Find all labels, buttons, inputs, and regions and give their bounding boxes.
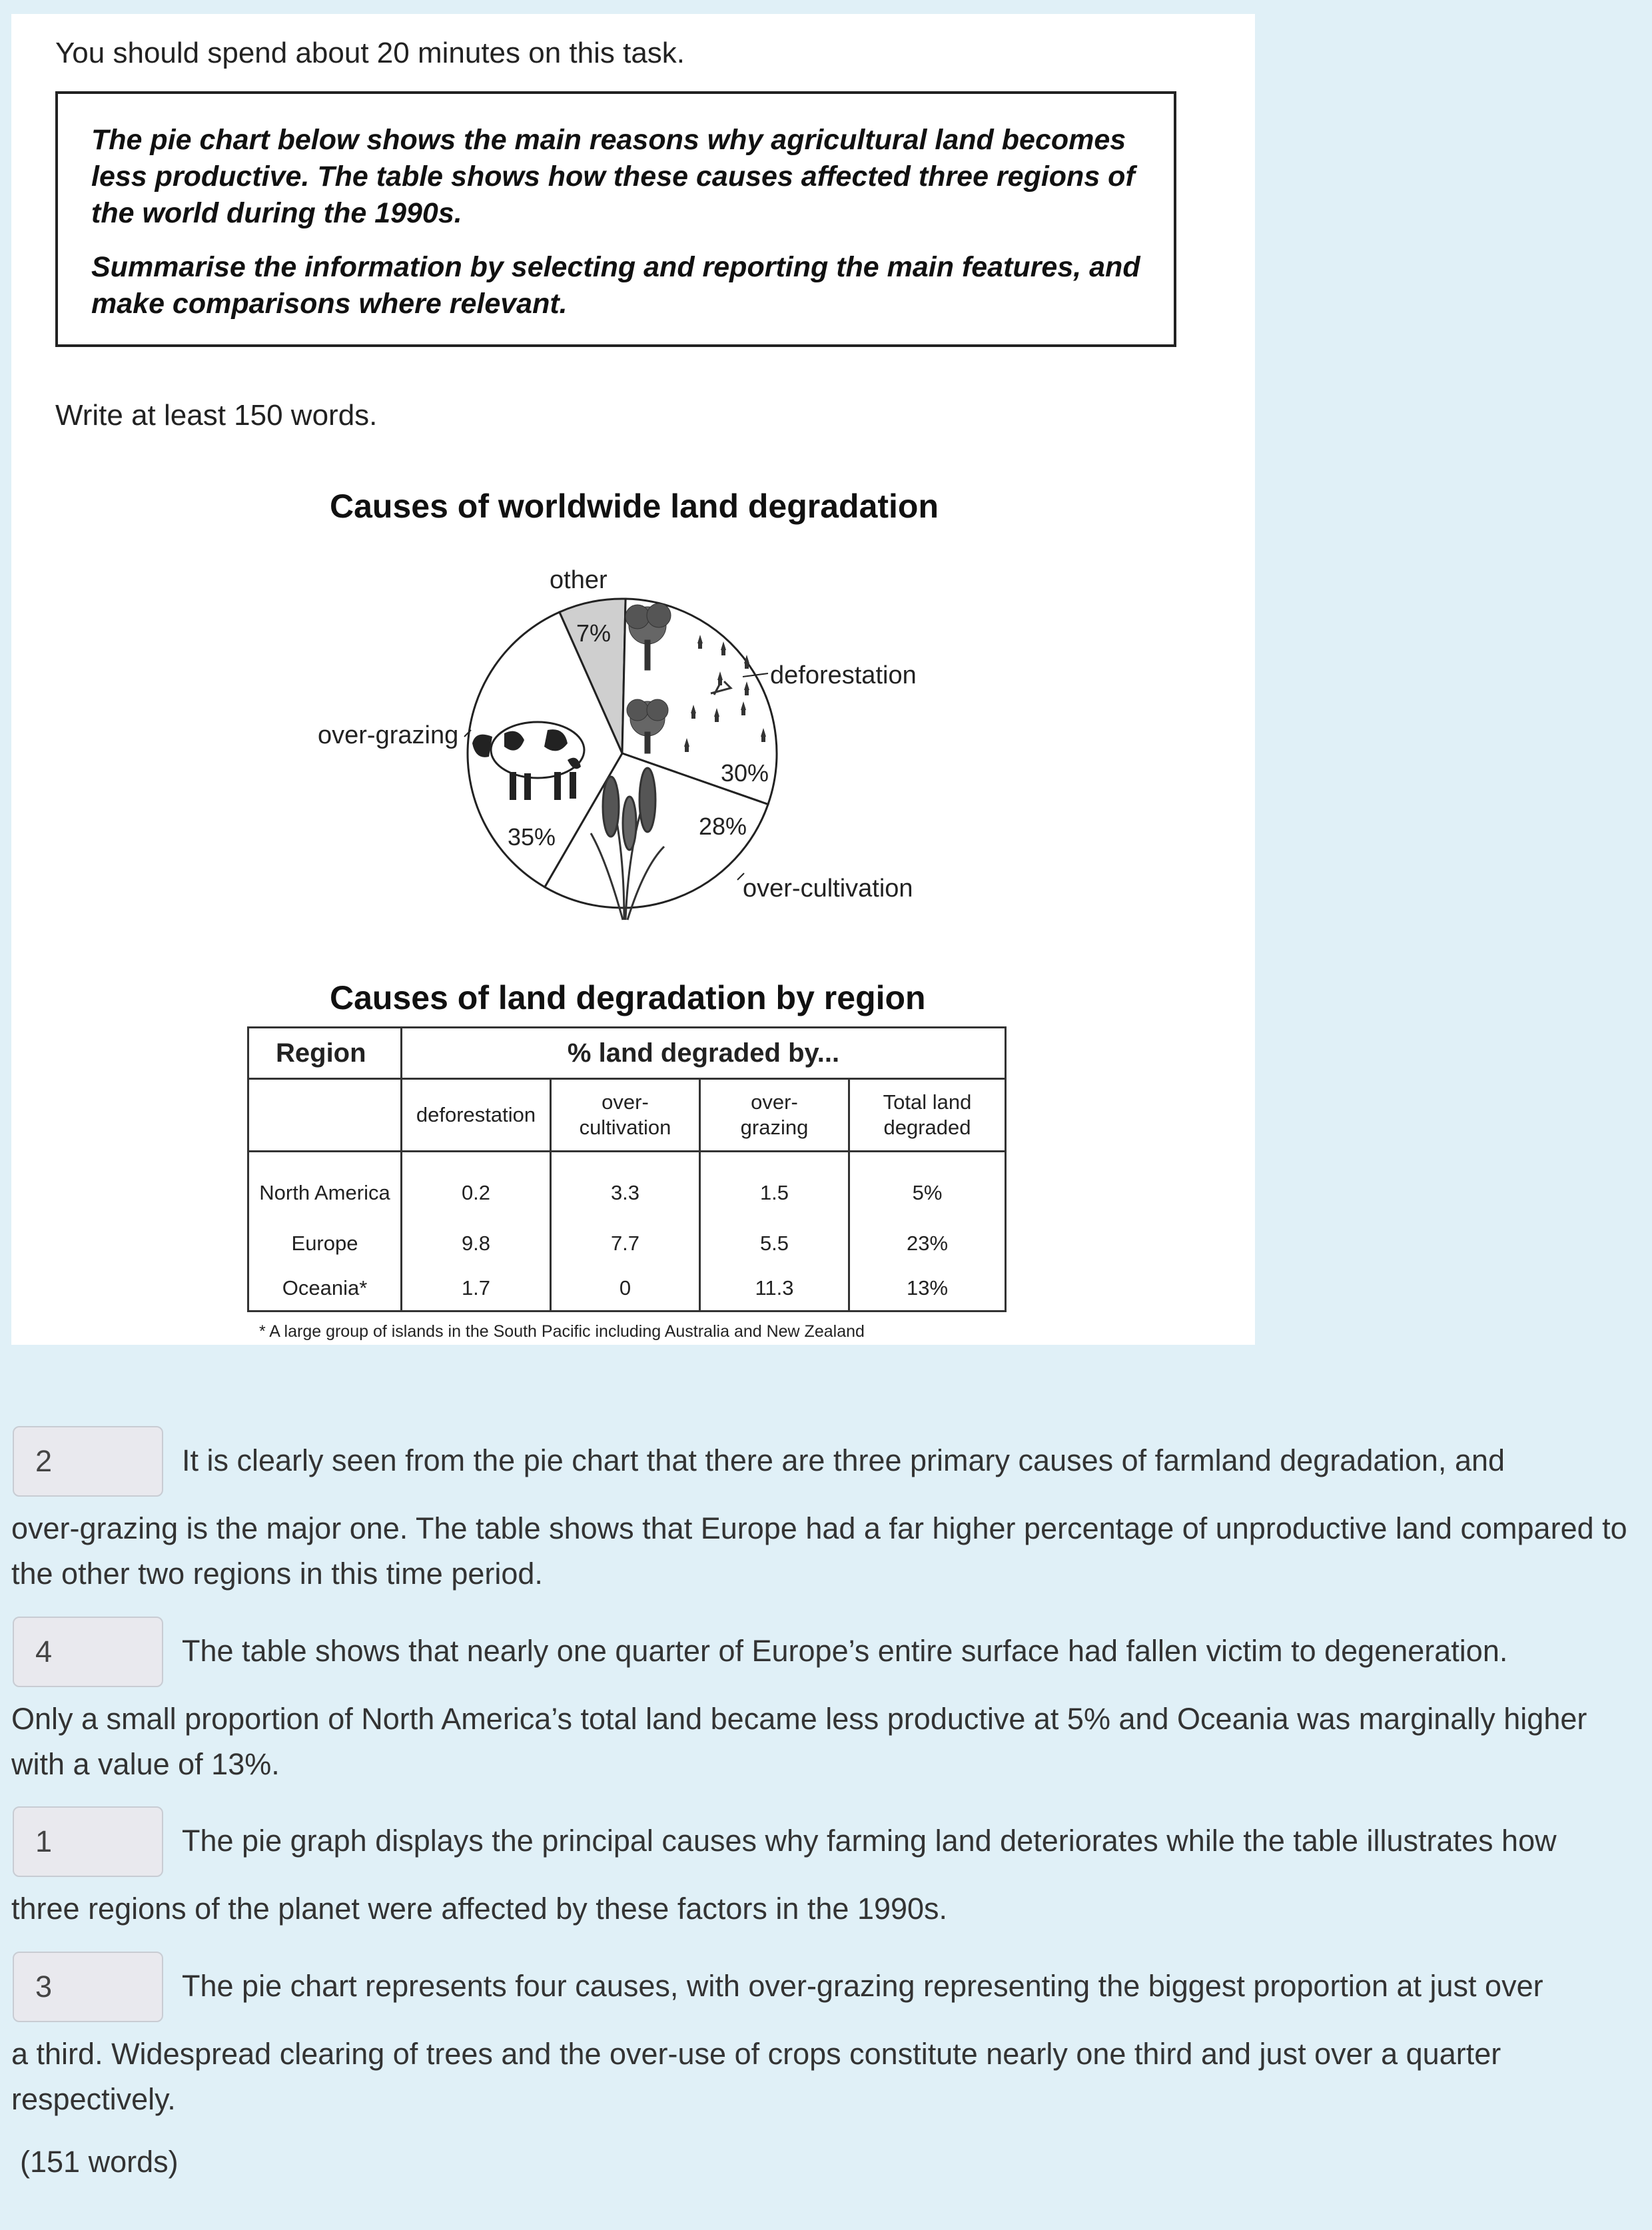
prompt-paragraph-1: The pie chart below shows the main reasons why agricultural land becomes less productive. The table shows how these causes affected three regions of the world during the 1990s. [91, 124, 1135, 229]
word-instruction: Write at least 150 words. [55, 399, 378, 432]
table-cell: 1.7 [402, 1266, 551, 1311]
table-cell: 5% [849, 1152, 1006, 1222]
item-text-rest: a third. Widespread clearing of trees and the over-use of crops constitute nearly one third and just over a quarter respectively. [11, 2037, 1501, 2116]
item-text-first-line: It is clearly seen from the pie chart that there are three primary causes of farmland degradation, and [182, 1443, 1505, 1477]
table-subheader-row [248, 1079, 1006, 1152]
pie-pct-deforestation: 30% [721, 759, 769, 787]
pie-label-over-cultivation: over-cultivation [743, 875, 913, 903]
item-text-first-line: The pie graph displays the principal causes why farming land deteriorates while the table illustrates how [182, 1824, 1557, 1858]
item-text-rest: Only a small proportion of North America’s total land became less productive at 5% and Oceania was marginally higher with a value of 13%. [11, 1702, 1587, 1781]
table-title: Causes of land degradation by region [330, 979, 926, 1016]
prompt-paragraph-2: Summarise the information by selecting and reporting the main features, and make comparisons where relevant. [91, 251, 1140, 320]
table-cell: 7.7 [551, 1221, 700, 1266]
order-number-input[interactable]: 1 [13, 1806, 163, 1877]
table-cell: 3.3 [551, 1152, 700, 1222]
table-cell: 0 [551, 1266, 700, 1311]
word-count: (151 words) [20, 2145, 179, 2179]
table-col-header: over- grazing [700, 1079, 849, 1152]
table-header-row [248, 1028, 1006, 1079]
order-number-input[interactable]: 2 [13, 1426, 163, 1497]
table-cell-region: North America [248, 1152, 402, 1222]
table-row [248, 1266, 1006, 1311]
table-col-header: Total land degraded [849, 1079, 1006, 1152]
pie-pct-other: 7% [576, 619, 612, 647]
task-instruction: You should spend about 20 minutes on this task. [55, 37, 685, 69]
table-header-group: % land degraded by... [402, 1028, 1006, 1079]
table-cell: 5.5 [700, 1221, 849, 1266]
pie-label-over-grazing: over-grazing [318, 721, 459, 749]
order-number-input[interactable]: 4 [13, 1617, 163, 1687]
table-cell: 13% [849, 1266, 1006, 1311]
table-row [248, 1152, 1006, 1222]
task-card [11, 14, 1255, 1345]
table-row [248, 1221, 1006, 1266]
table-cell: 23% [849, 1221, 1006, 1266]
item-text-first-line: The pie chart represents four causes, with over-grazing representing the biggest proportion at just over [182, 1969, 1543, 2003]
table-cell: 9.8 [402, 1221, 551, 1266]
table-cell-region: Oceania* [248, 1266, 402, 1311]
region-table [247, 1026, 1007, 1312]
pie-pct-over-cultivation: 28% [699, 813, 747, 840]
pie-pct-over-grazing: 35% [508, 823, 556, 851]
order-number-input[interactable]: 3 [13, 1952, 163, 2022]
table-col-header: over- cultivation [551, 1079, 700, 1152]
table-cell: 0.2 [402, 1152, 551, 1222]
pie-chart-title: Causes of worldwide land degradation [330, 488, 939, 525]
table-cell-region: Europe [248, 1221, 402, 1266]
pie-label-deforestation: deforestation [770, 661, 917, 689]
item-text-rest: three regions of the planet were affected by these factors in the 1990s. [11, 1892, 948, 1926]
table-subheader-empty [248, 1079, 402, 1152]
table-header-region: Region [248, 1028, 402, 1079]
pie-label-other: other [550, 566, 608, 594]
table-cell: 11.3 [700, 1266, 849, 1311]
pie-chart [11, 14, 1255, 946]
item-text-rest: over-grazing is the major one. The table shows that Europe had a far higher percentage of unproductive land compared to the other two regions in this time period. [11, 1511, 1627, 1591]
table-cell: 1.5 [700, 1152, 849, 1222]
table-col-header: deforestation [402, 1079, 551, 1152]
table-footnote: * A large group of islands in the South Pacific including Australia and New Zealand [259, 1322, 865, 1341]
item-text-first-line: The table shows that nearly one quarter of Europe’s entire surface had fallen victim to degeneration. [182, 1634, 1508, 1668]
